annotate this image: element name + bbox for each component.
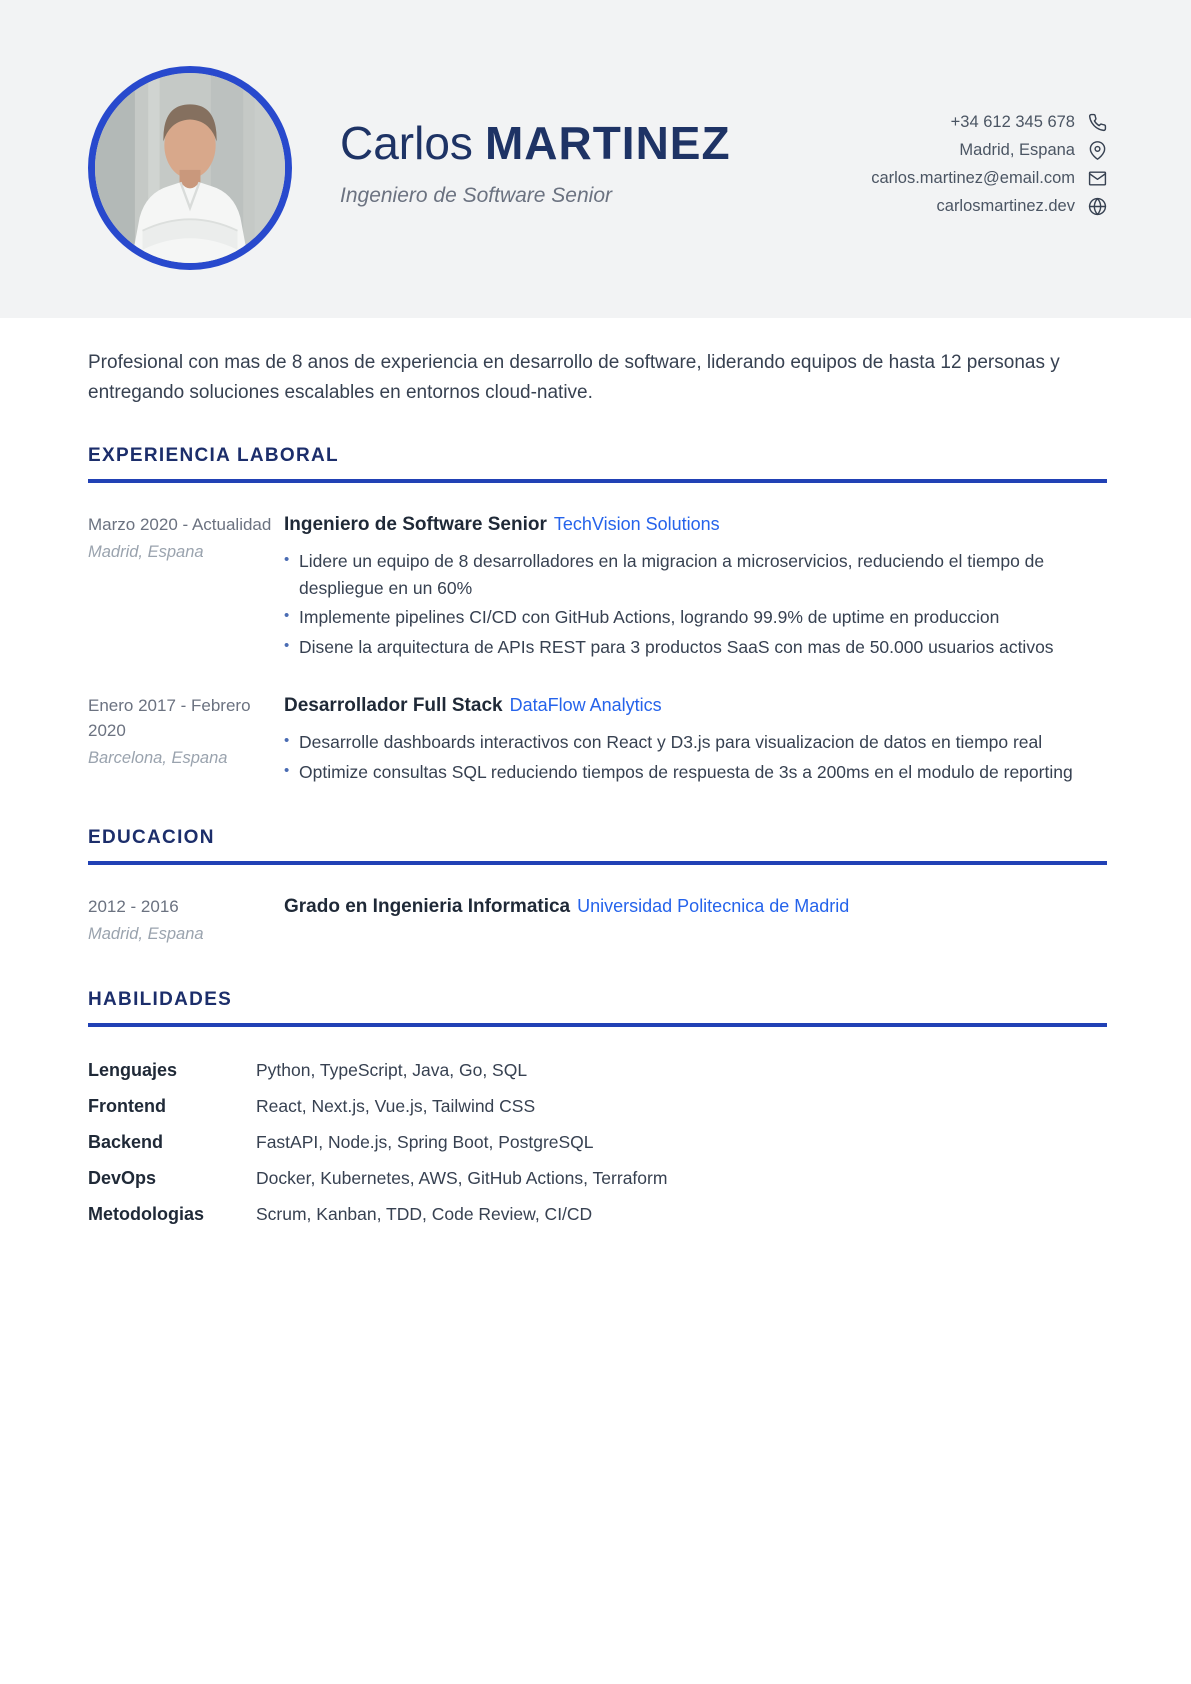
- profile-photo-illustration: [95, 73, 285, 263]
- skills-table: [88, 1060, 1107, 1225]
- section-rule: [88, 1023, 1107, 1027]
- entry-title-line: [284, 694, 1107, 718]
- website-text: carlosmartinez.dev: [936, 197, 1075, 215]
- contact-block: [871, 113, 1107, 216]
- globe-icon: [1088, 197, 1107, 216]
- role-title: Ingeniero de Software Senior: [284, 514, 547, 536]
- skill-values: React, Next.js, Vue.js, Tailwind CSS: [256, 1095, 536, 1116]
- entry-detail: [284, 513, 1107, 660]
- section-heading-experience: EXPERIENCIA LABORAL: [88, 445, 339, 467]
- degree-title: Grado en Ingenieria Informatica: [284, 896, 571, 918]
- skill-category: DevOps: [88, 1167, 157, 1188]
- identity-block: [340, 118, 731, 208]
- section-education: [88, 827, 1107, 947]
- last-name: MARTINEZ: [484, 117, 731, 169]
- achievement-item: • Optimize consultas SQL reduciendo tiempos de respuesta de 3s a 200ms en el modulo de reporting: [284, 759, 1107, 786]
- skill-row: [88, 1060, 1107, 1081]
- contact-email: [871, 169, 1107, 188]
- company-link[interactable]: TechVision Solutions: [553, 514, 720, 535]
- experience-entry: [88, 694, 1107, 785]
- location-icon: [1088, 141, 1107, 160]
- skill-category: Frontend: [88, 1095, 166, 1116]
- section-rule: [88, 479, 1107, 483]
- contact-phone: [871, 113, 1107, 132]
- email-icon: [1088, 169, 1107, 188]
- education-entry: [88, 895, 1107, 947]
- school-link[interactable]: Universidad Politecnica de Madrid: [577, 896, 850, 917]
- email-text: carlos.martinez@email.com: [871, 169, 1075, 187]
- phone-number: +34 612 345 678: [950, 113, 1075, 131]
- profile-photo: [88, 66, 292, 270]
- header-band: [0, 0, 1191, 318]
- skill-values: FastAPI, Node.js, Spring Boot, PostgreSQL: [256, 1131, 594, 1152]
- entry-detail: [284, 694, 1107, 785]
- achievement-item: • Implemente pipelines CI/CD con GitHub Actions, logrando 99.9% de uptime en produccion: [284, 604, 1107, 631]
- contact-website: [871, 197, 1107, 216]
- entry-dates: Marzo 2020 - Actualidad: [88, 515, 272, 535]
- skill-row: [88, 1132, 1107, 1153]
- skill-row: [88, 1096, 1107, 1117]
- skill-row: [88, 1204, 1107, 1225]
- entry-meta: [88, 895, 284, 947]
- phone-icon: [1088, 113, 1107, 132]
- experience-entry: [88, 513, 1107, 660]
- professional-summary: Profesional con mas de 8 anos de experiencia en desarrollo de software, liderando equipos de hasta 12 personas y entregando soluciones escalables en entornos cloud-native.: [88, 352, 1060, 403]
- entry-title-line: [284, 513, 1107, 537]
- location-text: Madrid, Espana: [959, 141, 1075, 159]
- role-title: Desarrollador Full Stack: [284, 695, 503, 717]
- entry-dates: Enero 2017 - Febrero 2020: [88, 696, 251, 741]
- entry-dates: 2012 - 2016: [88, 897, 179, 917]
- skill-values: Scrum, Kanban, TDD, Code Review, CI/CD: [256, 1203, 593, 1224]
- achievement-list: [284, 729, 1107, 785]
- achievement-list: [284, 548, 1107, 660]
- entry-location: Madrid, Espana: [88, 542, 204, 561]
- page-title: [340, 118, 731, 169]
- entry-detail: [284, 895, 1107, 947]
- achievement-item: • Disene la arquitectura de APIs REST para 3 productos SaaS con mas de 50.000 usuarios activos: [284, 634, 1107, 661]
- skill-row: [88, 1168, 1107, 1189]
- entry-location: Madrid, Espana: [88, 924, 204, 943]
- section-rule: [88, 861, 1107, 865]
- skill-values: Python, TypeScript, Java, Go, SQL: [256, 1059, 528, 1080]
- skill-category: Lenguajes: [88, 1059, 178, 1080]
- skill-category: Metodologias: [88, 1203, 204, 1224]
- achievement-item: • Desarrolle dashboards interactivos con React y D3.js para visualizacion de datos en tiempo real: [284, 729, 1107, 756]
- resume-body: [0, 348, 1191, 1225]
- skill-values: Docker, Kubernetes, AWS, GitHub Actions, Terraform: [256, 1167, 668, 1188]
- skill-category: Backend: [88, 1131, 164, 1152]
- entry-location: Barcelona, Espana: [88, 748, 228, 767]
- entry-meta: [88, 513, 284, 660]
- company-link[interactable]: DataFlow Analytics: [509, 695, 662, 716]
- section-heading-education: EDUCACION: [88, 827, 215, 849]
- contact-location: [871, 141, 1107, 160]
- entry-title-line: [284, 895, 1107, 919]
- section-experience: [88, 445, 1107, 785]
- entry-meta: [88, 694, 284, 785]
- job-title: Ingeniero de Software Senior: [340, 183, 613, 207]
- section-heading-skills: HABILIDADES: [88, 988, 233, 1010]
- first-name: Carlos: [340, 117, 473, 169]
- achievement-item: • Lidere un equipo de 8 desarrolladores en la migracion a microservicios, reduciendo el tiempo de despliegue en un 60%: [284, 548, 1107, 601]
- section-skills: [88, 989, 1107, 1225]
